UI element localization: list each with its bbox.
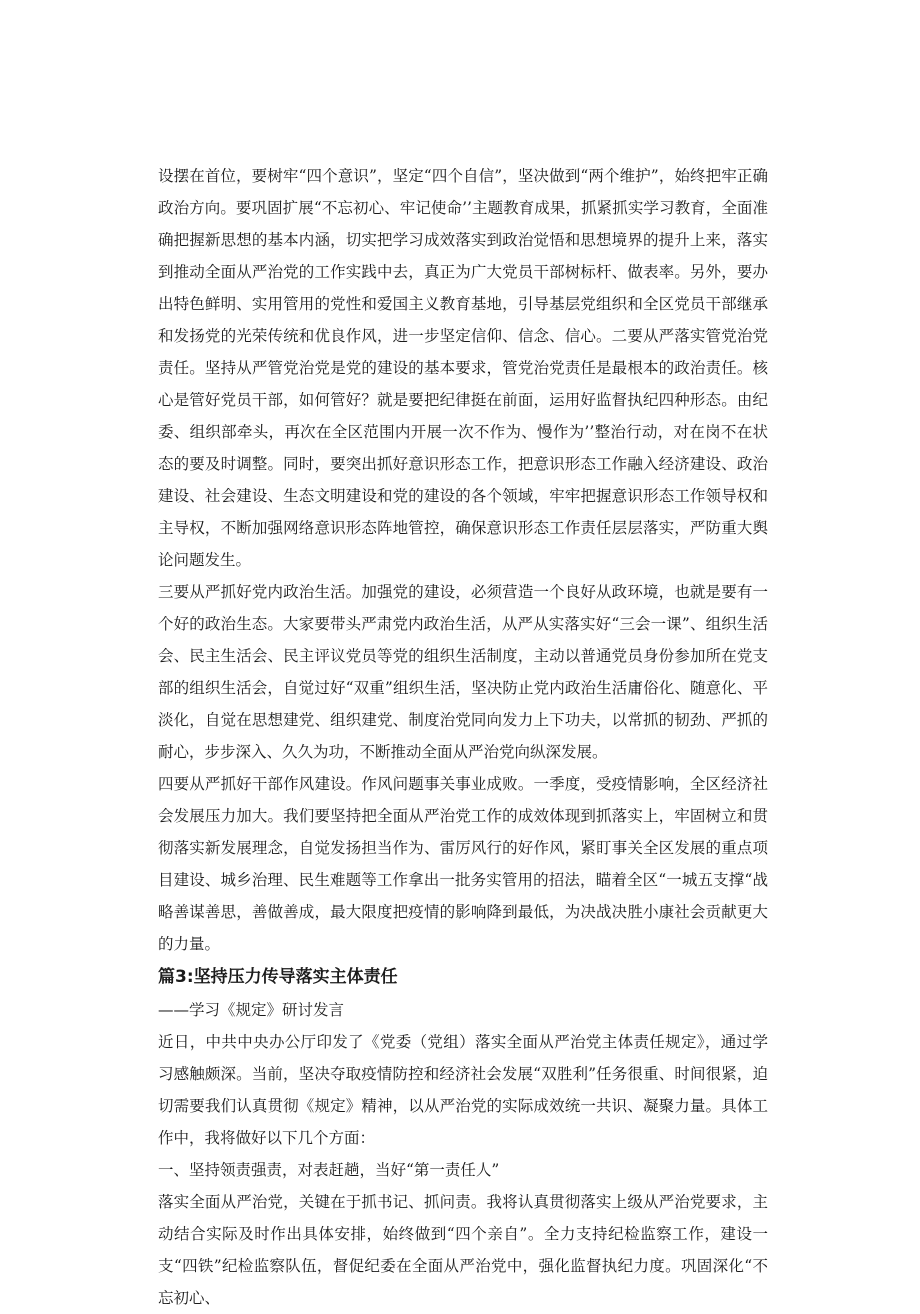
section-subheading: ——学习《规定》研讨发言 bbox=[158, 1001, 345, 1019]
section-heading: 篇3:坚持压力传导落实主体责任 bbox=[158, 967, 398, 987]
body-paragraph: 一、坚持领责强责，对表赶趟，当好“第一责任人” bbox=[158, 1161, 500, 1179]
body-paragraph: 设摆在首位，要树牢“四个意识”，坚定“四个自信”，坚决做到“两个维护”，始终把牢正确政治方向。要巩固扩展“不忘初心、牢记使命’’主题教育成果，抓紧抓实学习教育，全面准确把握新思想的基本内涵，切实把学习成效落实到政治觉悟和思想境界的提升上来，落实到推动全面从严治党的工作实践中去，真正为广大党员干部树标杆、做表率。另外，要办出特色鲜明、实用管用的党性和爱国主义教育基地，引导基层党组织和全区党员干部继承和发扬党的光荣传统和优良作风，进一步坚定信仰、信念、信心。二要从严落实管党治党责任。坚持从严管党治党是党的建设的基本要求，管党治党责任是最根本的政治责任。核心是管好党员干部，如何管好？就是要把纪律挺在前面，运用好监督执纪四种形态。由纪委、组织部牵头，再次在全区范围内开展一次不作为、慢作为’’整治行动，对在岗不在状态的要及时调整。同时，要突出抓好意识形态工作，把意识形态工作融入经济建设、政治建设、社会建设、生态文明建设和党的建设的各个领域，牢牢把握意识形态工作领导权和主导权，不断加强网络意识形态阵地管控，确保意识形态工作责任层层落实，严防重大舆论问题发生。 bbox=[158, 167, 768, 569]
document-page bbox=[158, 160, 768, 1314]
body-paragraph: 落实全面从严治党，关键在于抓书记、抓问责。我将认真贯彻落实上级从严治党要求，主动结合实际及时作出具体安排，始终做到“四个亲自”。全力支持纪检监察工作，建设一支“四铁”纪检监察队伍，督促纪委在全面从严治党中，强化监督执纪力度。巩固深化“不忘初心、 bbox=[158, 1193, 768, 1307]
body-paragraph: 近日，中共中央办公厅印发了《党委（党组）落实全面从严治党主体责任规定》，通过学习感触颇深。当前，坚决夺取疫情防控和经济社会发展“双胜利”任务很重、时间很紧，迫切需要我们认真贯彻《规定》精神，以从严治党的实际成效统一共识、凝聚力量。具体工作中，我将做好以下几个方面： bbox=[158, 1033, 768, 1147]
body-paragraph: 四要从严抓好干部作风建设。作风问题事关事业成败。一季度，受疫情影响，全区经济社会发展压力加大。我们要坚持把全面从严治党工作的成效体现到抓落实上，牢固树立和贯彻落实新发展理念，自觉发扬担当作为、雷厉风行的好作风，紧盯事关全区发展的重点项目建设、城乡治理、民生难题等工作拿出一批务实管用的招法，瞄着全区“一城五支撑“战略善谋善思，善做善成，最大限度把疫情的影响降到最低，为决战决胜小康社会贡献更大的力量。 bbox=[158, 775, 768, 953]
body-paragraph: 三要从严抓好党内政治生活。加强党的建设，必须营造一个良好从政环境，也就是要有一个好的政治生态。大家要带头严肃党内政治生活，从严从实落实好“三会一课”、组织生活会、民主生活会、民主评议党员等党的组织生活制度，主动以普通党员身份参加所在党支部的组织生活会，自觉过好“双重”组织生活，坚决防止党内政治生活庸俗化、随意化、平淡化，自觉在思想建党、组织建党、制度治党同向发力上下功夫，以常抓的韧劲、严抓的耐心，步步深入、久久为功，不断推动全面从严治党向纵深发展。 bbox=[158, 583, 768, 761]
